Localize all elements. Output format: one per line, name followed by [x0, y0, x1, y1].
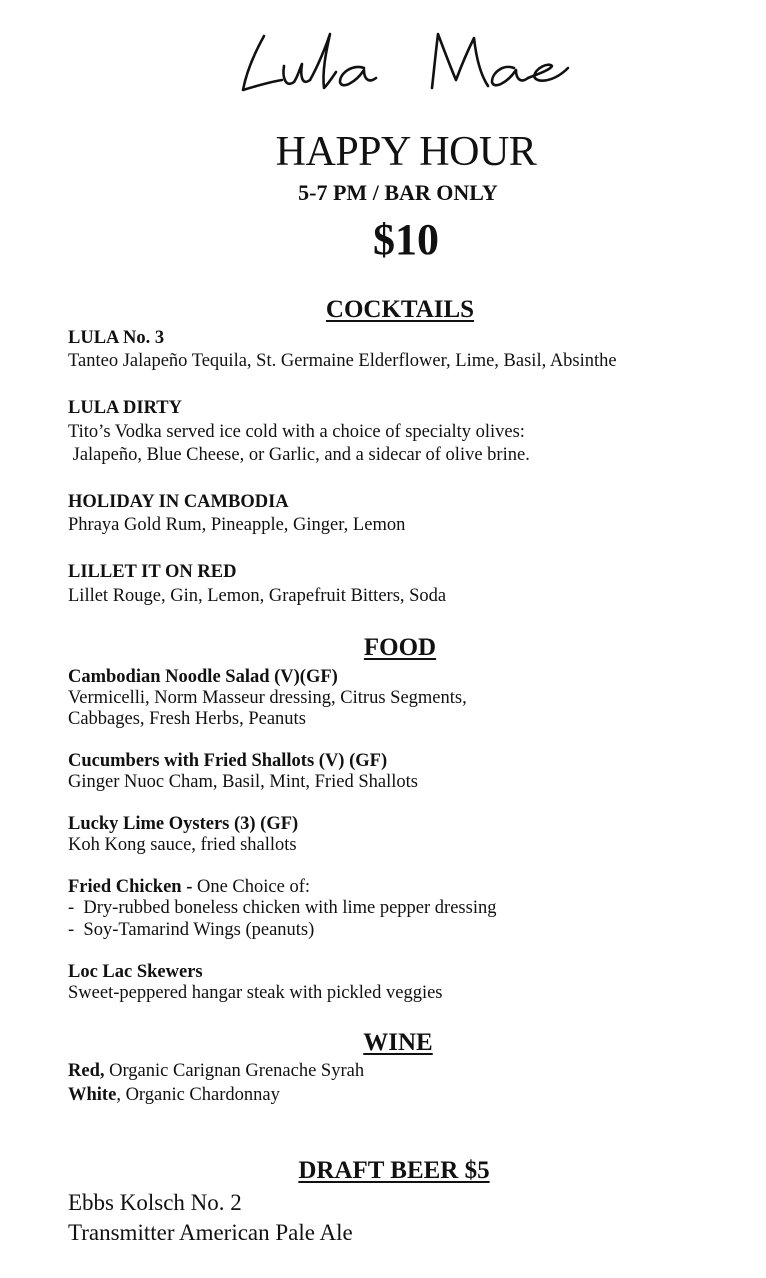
food-name: Cambodian Noodle Salad (V)(GF)	[68, 667, 338, 687]
happy-hour-subtitle: 5-7 PM / BAR ONLY	[298, 180, 498, 205]
lula-mae-script-logo	[236, 26, 576, 106]
wine-item-red	[68, 1061, 364, 1082]
food-item-fried-chicken	[68, 877, 310, 898]
beer-item: Transmitter American Pale Ale	[68, 1220, 353, 1245]
happy-hour-price: $10	[373, 215, 439, 264]
food-desc: Koh Kong sauce, fried shallots	[68, 835, 297, 855]
wine-label: White	[68, 1085, 117, 1105]
cocktail-name: LULA DIRTY	[68, 398, 182, 418]
cocktails-heading: COCKTAILS	[325, 296, 475, 323]
cocktail-name: LILLET IT ON RED	[68, 562, 237, 582]
wine-desc: , Organic Chardonnay	[116, 1085, 280, 1105]
food-name: Fried Chicken -	[68, 877, 193, 897]
cocktail-desc: Lillet Rouge, Gin, Lemon, Grapefruit Bitters, Soda	[68, 586, 447, 606]
beer-heading: DRAFT BEER $5	[298, 1157, 490, 1184]
cocktail-desc: Jalapeño, Blue Cheese, or Garlic, and a sidecar of olive brine.	[68, 445, 530, 465]
food-name-suffix: One Choice of:	[192, 877, 311, 897]
food-desc: - Soy-Tamarind Wings (peanuts)	[68, 920, 315, 940]
food-desc: - Dry-rubbed boneless chicken with lime pepper dressing	[68, 898, 497, 918]
happy-hour-title: HAPPY HOUR	[275, 129, 537, 175]
food-desc: Vermicelli, Norm Masseur dressing, Citrus Segments,	[68, 688, 467, 708]
wine-label: Red,	[68, 1061, 105, 1081]
wine-heading: WINE	[363, 1029, 433, 1056]
cocktail-name: HOLIDAY IN CAMBODIA	[68, 492, 289, 512]
food-desc: Cabbages, Fresh Herbs, Peanuts	[68, 709, 306, 729]
food-name: Lucky Lime Oysters (3) (GF)	[68, 814, 299, 834]
beer-item: Ebbs Kolsch No. 2	[68, 1190, 242, 1215]
food-desc: Sweet-peppered hangar steak with pickled veggies	[68, 983, 443, 1003]
food-name: Loc Lac Skewers	[68, 962, 203, 982]
cocktail-desc: Tito’s Vodka served ice cold with a choice of specialty olives:	[68, 422, 525, 442]
food-desc: Ginger Nuoc Cham, Basil, Mint, Fried Shallots	[68, 772, 418, 792]
cocktail-name: LULA No. 3	[68, 328, 165, 348]
food-name: Cucumbers with Fried Shallots (V) (GF)	[68, 751, 388, 771]
wine-desc: Organic Carignan Grenache Syrah	[104, 1061, 365, 1081]
logo	[236, 26, 576, 106]
cocktail-desc: Phraya Gold Rum, Pineapple, Ginger, Lemon	[68, 515, 406, 535]
wine-item-white	[68, 1085, 280, 1106]
cocktail-desc: Tanteo Jalapeño Tequila, St. Germaine Elderflower, Lime, Basil, Absinthe	[68, 351, 617, 371]
food-heading: FOOD	[363, 634, 437, 661]
